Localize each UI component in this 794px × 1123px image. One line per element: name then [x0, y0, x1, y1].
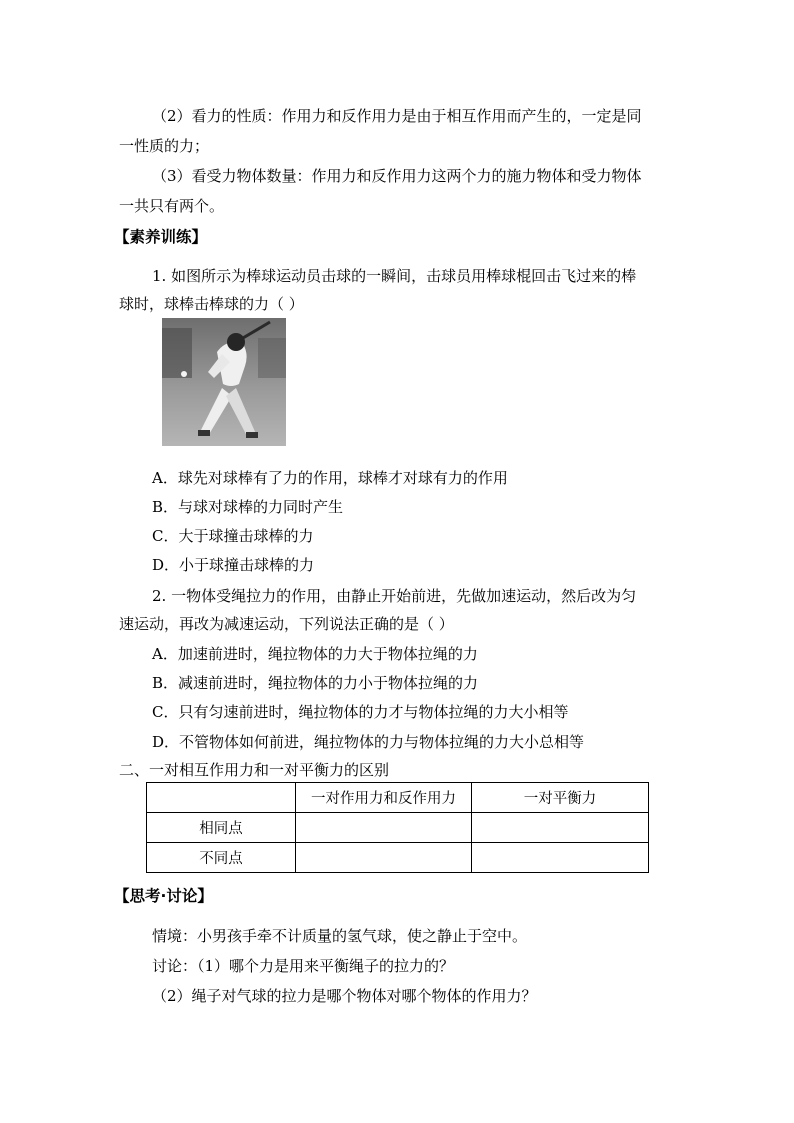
discuss-question-1: 讨论：（1）哪个力是用来平衡绳子的拉力的？	[152, 957, 455, 975]
q1-stem-line1: 1. 如图所示为棒球运动员击球的一瞬间，击球员用棒球棍回击飞过来的棒	[152, 267, 637, 285]
q2-stem-line2: 速运动，再改为减速运动，下列说法正确的是（ ）	[119, 615, 454, 633]
baseball-batter-photo	[162, 318, 286, 446]
table-cell	[472, 843, 649, 873]
table-header-cell: 一对平衡力	[472, 783, 649, 813]
intro-p3-line1: （3）看受力物体数量：作用力和反作用力这两个力的施力物体和受力物体	[152, 167, 642, 185]
table-header-cell: 一对作用力和反作用力	[296, 783, 472, 813]
section-two-title: 二、一对相互作用力和一对平衡力的区别	[119, 761, 390, 779]
section-discuss-title: 【思考·讨论】	[114, 887, 213, 905]
table-row-label: 相同点	[147, 813, 296, 843]
comparison-table	[146, 782, 649, 873]
baseball-batter-illustration	[162, 318, 286, 446]
q2-option-c: C．只有匀速前进时，绳拉物体的力才与物体拉绳的力大小相等	[152, 703, 569, 721]
q1-option-b: B．与球对球棒的力同时产生	[152, 498, 344, 516]
q2-option-a: A．加速前进时，绳拉物体的力大于物体拉绳的力	[152, 645, 478, 663]
intro-p2-line1: （2）看力的性质：作用力和反作用力是由于相互作用而产生的，一定是同	[152, 107, 642, 125]
table-cell	[472, 813, 649, 843]
q1-option-c: C．大于球撞击球棒的力	[152, 527, 314, 545]
q1-stem-line2: 球时，球棒击棒球的力（ ）	[119, 295, 304, 313]
intro-p2-line2: 一性质的力；	[119, 137, 210, 155]
table-header-row	[147, 783, 649, 813]
table-row-label: 不同点	[147, 843, 296, 873]
discuss-question-2: （2）绳子对气球的拉力是哪个物体对哪个物体的作用力？	[152, 987, 537, 1005]
discuss-context: 情境：小男孩手牵不计质量的氢气球，使之静止于空中。	[152, 927, 528, 945]
q1-option-d: D．小于球撞击球棒的力	[152, 556, 315, 574]
table-row	[147, 813, 649, 843]
table-cell	[296, 813, 472, 843]
table-cell	[296, 843, 472, 873]
q2-option-b: B．减速前进时，绳拉物体的力小于物体拉绳的力	[152, 674, 479, 692]
table-row	[147, 843, 649, 873]
q1-option-a: A．球先对球棒有了力的作用，球棒才对球有力的作用	[152, 469, 508, 487]
table-header-cell	[147, 783, 296, 813]
section-training-title: 【素养训练】	[114, 228, 208, 246]
q2-option-d: D．不管物体如何前进，绳拉物体的力与物体拉绳的力大小总相等	[152, 733, 585, 751]
q2-stem-line1: 2. 一物体受绳拉力的作用，由静止开始前进，先做加速运动，然后改为匀	[152, 587, 637, 605]
intro-p3-line2: 一共只有两个。	[119, 197, 225, 215]
